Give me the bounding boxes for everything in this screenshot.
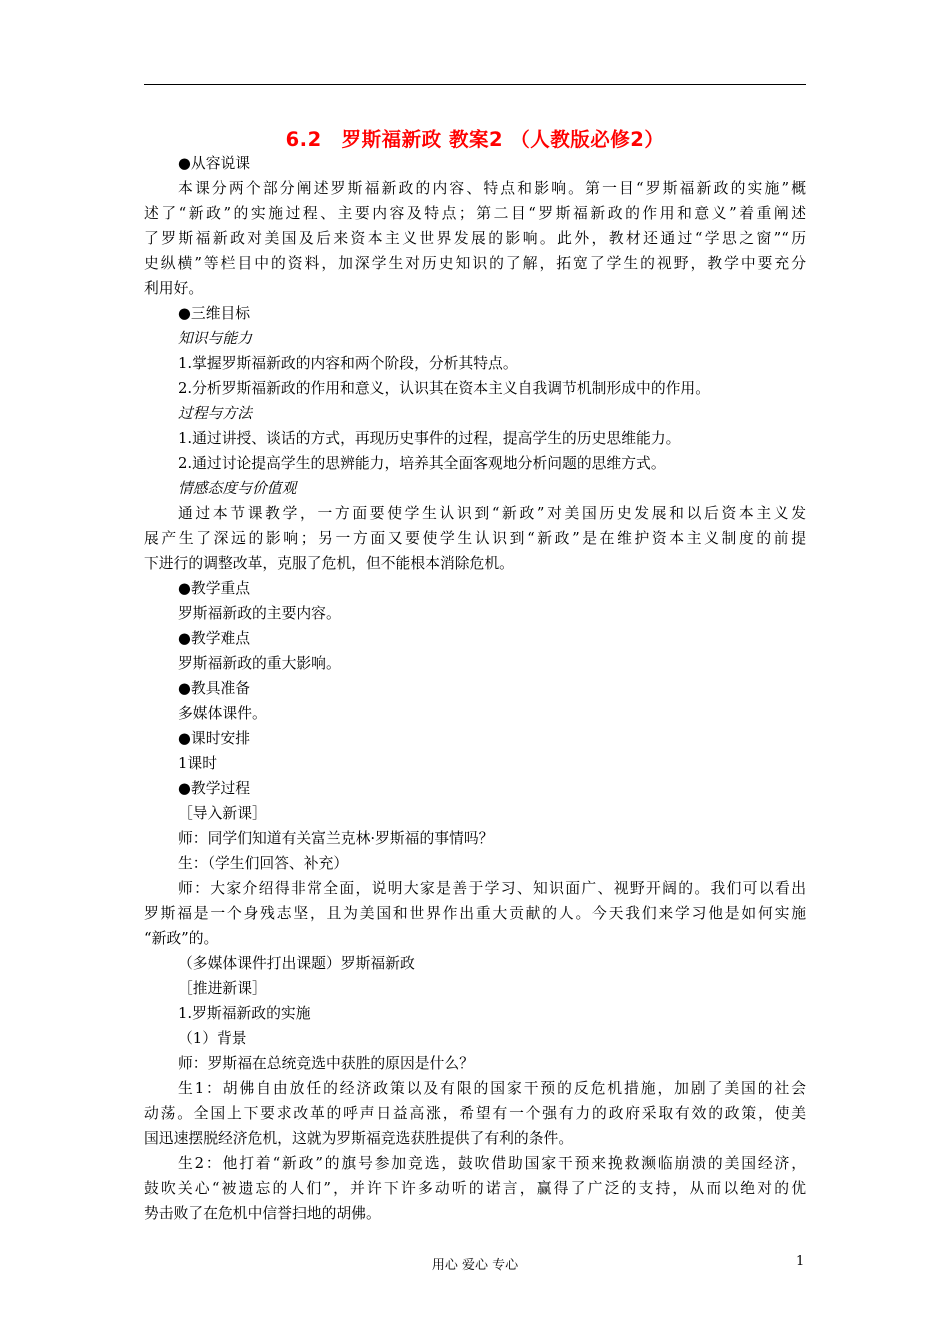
text-line: 1.通过讲授、谈话的方式，再现历史事件的过程，提高学生的历史思维能力。 [178, 430, 681, 447]
text-line: 展产生了深远的影响；另一方面又要使学生认识到“新政”是在维护资本主义制度的前提 [144, 530, 806, 547]
text-line: 生：（学生们回答、补充） [178, 855, 349, 872]
text-line: “新政”的。 [144, 930, 219, 947]
text-line: 情感态度与价值观 [178, 480, 297, 497]
text-line: 师：同学们知道有关富兰克林·罗斯福的事情吗？ [178, 830, 494, 847]
text-line: 本课分两个部分阐述罗斯福新政的内容、特点和影响。第一目“罗斯福新政的实施”概 [178, 180, 806, 197]
text-line: （多媒体课件打出课题）罗斯福新政 [178, 955, 415, 972]
text-line: 1课时 [178, 755, 218, 772]
text-line: 史纵横”等栏目中的资料，加深学生对历史知识的了解，拓宽了学生的视野，教学中要充分 [144, 255, 806, 272]
text-line: 了罗斯福新政对美国及后来资本主义世界发展的影响。此外，教材还通过“学思之窗”“历 [144, 230, 806, 247]
text-line: ●教学难点 [178, 630, 251, 647]
text-line: 国迅速摆脱经济危机，这就为罗斯福竞选获胜提供了有利的条件。 [144, 1130, 574, 1147]
text-line: 师：罗斯福在总统竞选中获胜的原因是什么？ [178, 1055, 474, 1072]
page-number: 1 [796, 1254, 805, 1269]
text-line: 1.掌握罗斯福新政的内容和两个阶段，分析其特点。 [178, 355, 518, 372]
text-line: 述了“新政”的实施过程、主要内容及特点；第二目“罗斯福新政的作用和意义”着重阐述 [144, 205, 806, 222]
text-line: ●教具准备 [178, 680, 251, 697]
text-line: ●教学过程 [178, 780, 251, 797]
text-line: ●教学重点 [178, 580, 251, 597]
text-line: ●从容说课 [178, 155, 251, 172]
text-line: 1.罗斯福新政的实施 [178, 1005, 311, 1022]
text-line: ●课时安排 [178, 730, 251, 747]
text-line: 生1：胡佛自由放任的经济政策以及有限的国家干预的反危机措施，加剧了美国的社会 [178, 1080, 806, 1097]
text-line: 知识与能力 [178, 330, 252, 347]
document-title: 6.2 罗斯福新政 教案2 （人教版必修2） [285, 128, 665, 151]
text-line: 2.分析罗斯福新政的作用和意义，认识其在资本主义自我调节机制形成中的作用。 [178, 380, 711, 397]
text-line: 鼓吹关心“被遗忘的人们”，并许下许多动听的诺言，赢得了广泛的支持，从而以绝对的优 [144, 1180, 806, 1197]
text-line: 2.通过讨论提高学生的思辨能力，培养其全面客观地分析问题的思维方式。 [178, 455, 666, 472]
text-line: 多媒体课件。 [178, 705, 267, 722]
text-line: 罗斯福新政的重大影响。 [178, 655, 341, 672]
text-line: 下进行的调整改革，克服了危机，但不能根本消除危机。 [144, 555, 514, 572]
header-rule [144, 84, 806, 85]
footer-text: 用心 爱心 专心 [431, 1258, 519, 1273]
text-line: ●三维目标 [178, 305, 251, 322]
text-line: 生2：他打着“新政”的旗号参加竞选，鼓吹借助国家干预来挽救濒临崩溃的美国经济， [178, 1155, 806, 1172]
document-body [144, 151, 806, 1226]
text-line: 过程与方法 [178, 405, 252, 422]
text-line: 罗斯福新政的主要内容。 [178, 605, 341, 622]
text-line: ［导入新课］ [178, 805, 267, 822]
text-line: 动荡。全国上下要求改革的呼声日益高涨，希望有一个强有力的政府采取有效的政策，使美 [144, 1105, 806, 1122]
text-line: 势击败了在危机中信誉扫地的胡佛。 [144, 1205, 381, 1222]
text-line: ［推进新课］ [178, 980, 267, 997]
text-line: 通过本节课教学，一方面要使学生认识到“新政”对美国历史发展和以后资本主义发 [178, 505, 806, 522]
text-line: 罗斯福是一个身残志坚，且为美国和世界作出重大贡献的人。今天我们来学习他是如何实施 [144, 905, 806, 922]
text-line: （1）背景 [178, 1030, 247, 1047]
text-line: 师：大家介绍得非常全面，说明大家是善于学习、知识面广、视野开阔的。我们可以看出 [178, 880, 806, 897]
text-line: 利用好。 [144, 280, 204, 297]
